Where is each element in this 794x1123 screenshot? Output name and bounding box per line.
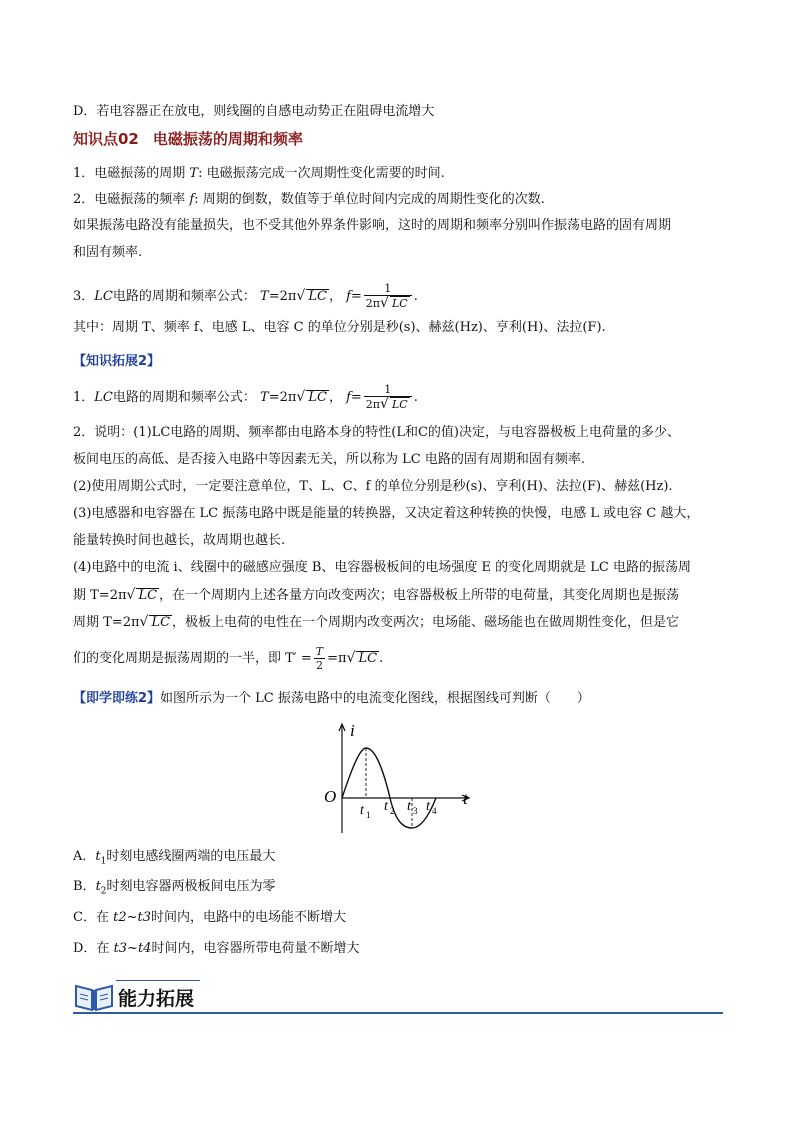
t4-label: t: [426, 799, 430, 814]
book-icon: [73, 980, 115, 1012]
option-b[interactable]: B．$t_2$时刻电容器两极板间电压为零: [73, 879, 276, 897]
section-divider: [73, 1012, 723, 1014]
option-a[interactable]: A．$t_1$时刻电感线圈两端的电压最大: [73, 849, 276, 867]
current-curve: [342, 748, 436, 828]
expand-2-line-7: 期 T=2π√ LC ，在一个周期内上述各量方向改变两次；电容器极板上所带的电荷量，其变化周期也是振荡: [73, 587, 680, 603]
expand-2-line-4: (3)电感器和电容器在 LC 振荡电路中既是能量的转换器，又决定着这种转换的快慢，电感 L 或电容 C 越大，: [73, 506, 700, 521]
x-label: t: [463, 789, 468, 808]
current-graph: [318, 718, 478, 838]
t3-sub: 3: [413, 806, 418, 816]
title-overline: [116, 980, 200, 981]
t3-label: t: [407, 799, 411, 814]
t2-sub: 2: [390, 806, 395, 816]
ability-title: 能力拓展: [118, 988, 195, 1010]
t1-sub: 1: [366, 810, 371, 820]
y-label: i: [350, 721, 355, 740]
option-d-previous: D．若电容器正在放电，则线圈的自感电动势正在阻碍电流增大: [73, 104, 435, 119]
expand-label: 【知识拓展2】: [73, 354, 161, 369]
t1-label: t: [360, 803, 364, 818]
frequency-fraction: $\frac{1}{2\pi√ LC}$: [364, 282, 412, 311]
point-2-extra-2: 和固有频率.: [73, 245, 143, 260]
section-heading: [73, 128, 303, 149]
units-line: 其中：周期 T、频率 f、电感 L、电容 C 的单位分别是秒(s)、赫兹(Hz)、亨利(H)、法拉(F).: [73, 320, 606, 335]
section-title: 电磁振荡的周期和频率: [152, 130, 303, 148]
expand-1-formula: 1．LC电路的周期和频率公式： T=2π√ LC ， f= $\frac{1}{2\pi√ LC}$ .: [73, 383, 418, 412]
expand-2-line-3: (2)使用周期公式时，一定要注意单位，T、L、C、f 的单位分别是秒(s)、亨利(H)、法拉(F)、赫兹(Hz).: [73, 479, 673, 494]
point-3-formula: 3．LC电路的周期和频率公式： T=2π√ LC ， f= $\frac{1}{2\pi√ LC}$ .: [73, 282, 418, 311]
expand-2-line-5: 能量转换时间也越长，故周期也越长.: [73, 533, 286, 548]
expand-2-line-2: 板间电压的高低、是否接入电路中等因素无关，所以称为 LC 电路的固有周期和固有频率.: [73, 452, 585, 467]
point-2-extra-1: 如果振荡电路没有能量损失，也不受其他外界条件影响，这时的周期和频率分别叫作振荡电路的固有周期: [73, 218, 672, 233]
option-c[interactable]: C．在 t2~t3时间内，电路中的电场能不断增大: [73, 910, 346, 925]
point-2: 2．电磁振荡的频率 f: 周期的倒数，数值等于单位时间内完成的周期性变化的次数.: [73, 192, 545, 207]
section-label: 知识点02: [73, 130, 139, 148]
t2-label: t: [384, 799, 388, 814]
option-d[interactable]: D．在 t3~t4时间内，电容器所带电荷量不断增大: [73, 941, 360, 956]
expand-2-line-8: 周期 T=2π√ LC ，极板上电荷的电性在一个周期内改变两次；电场能、磁场能也在做周期性变化，但是它: [73, 614, 680, 630]
practice-label: 【即学即练2】: [73, 691, 161, 706]
expand-2-line-9: 们的变化周期是振荡周期的一半，即 T′ = $\frac{T}{2}$ =π√ LC .: [73, 645, 384, 672]
point-1: 1．电磁振荡的周期 T: 电磁振荡完成一次周期性变化需要的时间.: [73, 166, 445, 181]
expand-2-line-1: 2．说明：(1)LC电路的周期、频率都由电路本身的特性(L和C的值)决定，与电容器极板上电荷量的多少、: [73, 425, 680, 440]
t4-sub: 4: [432, 806, 437, 816]
practice-question: 【即学即练2】如图所示为一个 LC 振荡电路中的电流变化图线，根据图线可判断（ ）: [73, 691, 590, 706]
origin-label: O: [324, 787, 337, 806]
expand-2-line-6: (4)电路中的电流 i、线圈中的磁感应强度 B、电容器极板间的电场强度 E 的变化周期就是 LC 电路的振荡周: [73, 560, 691, 575]
